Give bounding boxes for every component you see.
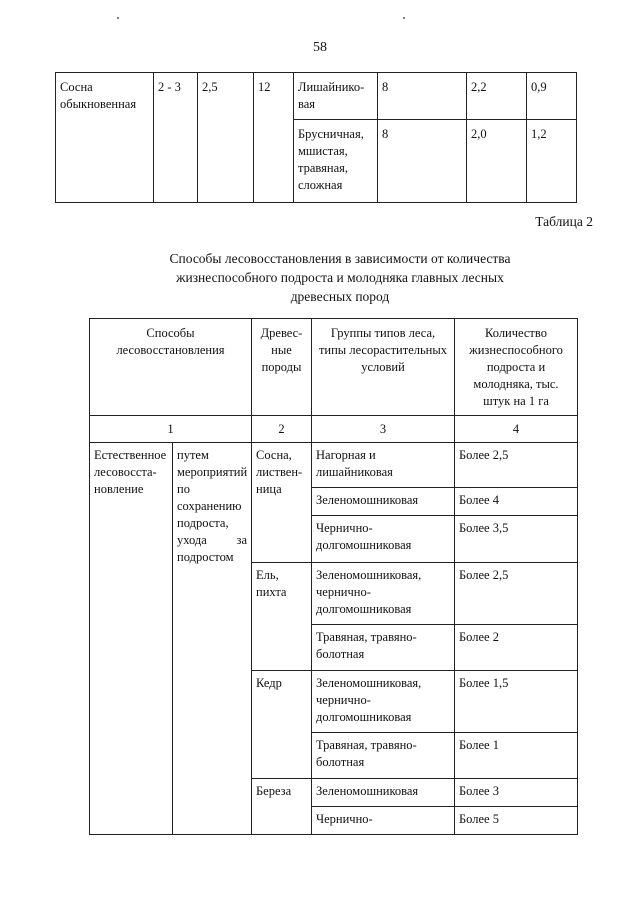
method-detail-word: за bbox=[236, 533, 247, 547]
method-type-cell: Естественное лесовосста-новление bbox=[90, 443, 173, 835]
column-number: 3 bbox=[312, 416, 455, 443]
forest-type-cell: Чернично- bbox=[312, 807, 455, 835]
method-detail-cell bbox=[173, 443, 252, 835]
species-cell: Ель, пихта bbox=[252, 563, 312, 671]
scan-speck bbox=[403, 17, 405, 19]
continued-table bbox=[55, 72, 577, 203]
method-detail-text: путем мероприятий по сохранению подроста, bbox=[177, 448, 248, 530]
species-cell: Береза bbox=[252, 779, 312, 835]
species-cell: Кедр bbox=[252, 671, 312, 779]
forest-type-cell: Травяная, травяно-болотная bbox=[312, 625, 455, 671]
column-number: 2 bbox=[252, 416, 312, 443]
header-groups: Группы типов леса, типы лесорастительных условий bbox=[312, 319, 455, 416]
forest-type-cell: Лишайнико-вая bbox=[294, 73, 378, 120]
method-detail-text: подростом bbox=[177, 550, 234, 564]
quantity-cell: Более 4 bbox=[455, 488, 578, 516]
age-range-cell: 2 - 3 bbox=[154, 73, 198, 203]
quantity-cell: Более 3,5 bbox=[455, 516, 578, 563]
forest-type-cell: Травяная, травяно-болотная bbox=[312, 733, 455, 779]
method-detail-word: ухода bbox=[177, 533, 207, 547]
forest-type-cell: Зеленомошниковая bbox=[312, 779, 455, 807]
header-methods: Способы лесовосстановления bbox=[90, 319, 252, 416]
forest-type-cell: Зеленомошниковая bbox=[312, 488, 455, 516]
species-cell: Сосна обыкновенная bbox=[56, 73, 154, 203]
forest-type-cell: Брусничная, мшистая, травяная, сложная bbox=[294, 120, 378, 203]
table-cell: 8 bbox=[378, 120, 467, 203]
quantity-cell: Более 3 bbox=[455, 779, 578, 807]
table-title: Способы лесовосстановления в зависимости от количества жизнеспособного подроста и молодняка главных лесных древесных пород bbox=[169, 251, 511, 304]
scan-speck bbox=[117, 17, 119, 19]
quantity-cell: Более 1,5 bbox=[455, 671, 578, 733]
quantity-cell: Более 1 bbox=[455, 733, 578, 779]
table-label: Таблица 2 bbox=[535, 214, 593, 229]
table-cell: 2,0 bbox=[467, 120, 527, 203]
table-cell: 1,2 bbox=[527, 120, 577, 203]
value-b-cell: 12 bbox=[254, 73, 294, 203]
column-number: 1 bbox=[90, 416, 252, 443]
table-cell: 8 bbox=[378, 73, 467, 120]
forest-type-cell: Чернично-долгомошниковая bbox=[312, 516, 455, 563]
value-a-cell: 2,5 bbox=[198, 73, 254, 203]
page-number: 58 bbox=[313, 40, 327, 55]
forest-type-cell: Зеленомошниковая, чернично-долгомошниковая bbox=[312, 671, 455, 733]
reforestation-table bbox=[89, 318, 578, 835]
species-cell: Сосна, листвен-ница bbox=[252, 443, 312, 563]
table-cell: 2,2 bbox=[467, 73, 527, 120]
method-detail-justified-line bbox=[177, 532, 247, 549]
table-cell: 0,9 bbox=[527, 73, 577, 120]
quantity-cell: Более 2,5 bbox=[455, 443, 578, 488]
forest-type-cell: Нагорная и лишайниковая bbox=[312, 443, 455, 488]
forest-type-cell: Зеленомошниковая, чернично-долгомошниковая bbox=[312, 563, 455, 625]
quantity-cell: Более 5 bbox=[455, 807, 578, 835]
header-quantity: Количество жизнеспособного подроста и молодняка, тыс. штук на 1 га bbox=[455, 319, 578, 416]
quantity-cell: Более 2 bbox=[455, 625, 578, 671]
column-number: 4 bbox=[455, 416, 578, 443]
header-species: Древес-ные породы bbox=[252, 319, 312, 416]
quantity-cell: Более 2,5 bbox=[455, 563, 578, 625]
